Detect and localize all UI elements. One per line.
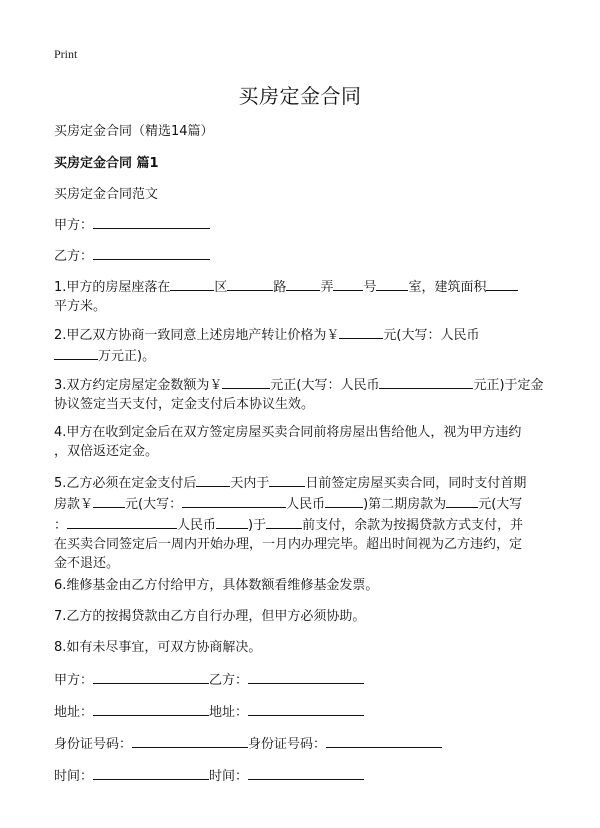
sign-id-a-label: 身份证号码：: [54, 737, 133, 752]
sign-party-b-label: 乙方：: [209, 673, 249, 688]
sign-time-b-blank: [248, 765, 364, 780]
blank: [333, 276, 363, 291]
signature-row-id: [54, 733, 442, 752]
clause-4-text-a: 4.甲方在收到定金后在双方签定房屋买卖合同前将房屋出售给他人，视为甲方违约: [54, 425, 522, 440]
blank: [486, 276, 518, 291]
clause-3: [54, 374, 548, 414]
clause-1-text-g: 平方米。: [54, 299, 107, 314]
clause-2: [54, 324, 548, 366]
sign-address-a-label: 地址：: [54, 705, 94, 720]
sign-party-b-blank: [248, 669, 364, 684]
sign-id-b-label: 身份证号码：: [248, 737, 327, 752]
clause-5-text-c: 日前签定房屋买卖合同，同时支付首期: [305, 476, 527, 491]
clause-5-text-k: )于: [248, 518, 267, 533]
clause-3-text-b: 元正(大写：人民币: [270, 378, 380, 393]
clause-6: 6.维修基金由乙方付给甲方，具体数额看维修基金发票。: [54, 578, 379, 593]
blank: [216, 514, 248, 529]
clause-5-text-e: 元(大写：: [125, 497, 183, 512]
clause-4-text-b: ，双倍返还定金。: [54, 444, 159, 459]
party-a-label: 甲方：: [54, 218, 94, 233]
party-b-blank: [93, 245, 210, 260]
clause-2-text-a: 2.甲乙双方协商一致同意上述房地产转让价格为￥: [54, 328, 340, 343]
blank: [196, 472, 230, 487]
section-title: 买房定金合同 篇1: [54, 156, 159, 171]
blank: [266, 514, 302, 529]
clause-7: 7.乙方的按揭贷款由乙方自行办理，但甲方必须协助。: [54, 609, 366, 624]
clause-5-text-d: 房款￥: [54, 497, 94, 512]
clause-5-text-j: 人民币: [177, 518, 217, 533]
blank: [93, 493, 125, 508]
clause-5-text-l: 前支付，余款为按揭贷款方式支付，并: [302, 518, 524, 533]
clause-1-text-b: 区: [214, 280, 228, 295]
document-title: 买房定金合同: [238, 84, 362, 108]
blank: [269, 472, 305, 487]
blank: [182, 493, 286, 508]
clause-3-text-d: 协议签定当天支付，定金支付后本协议生效。: [54, 397, 315, 412]
clause-5-text-a: 5.乙方必须在定金支付后: [54, 476, 197, 491]
clause-5-text-n: 金不退还。: [54, 556, 120, 571]
sign-address-b-label: 地址：: [209, 705, 249, 720]
blank: [376, 276, 408, 291]
clause-4: [54, 423, 548, 461]
blank: [339, 324, 383, 339]
sign-id-b-blank: [326, 733, 442, 748]
clause-5-text-b: 天内于: [230, 476, 270, 491]
blank: [446, 493, 478, 508]
blank: [227, 276, 273, 291]
blank: [54, 345, 98, 360]
document-subtitle: 买房定金合同（精选14篇）: [54, 124, 214, 139]
signature-row-address: [54, 701, 364, 720]
blank: [379, 374, 473, 389]
blank: [222, 374, 270, 389]
clause-5: [54, 472, 548, 573]
sign-time-a-blank: [93, 765, 209, 780]
clause-1-text-e: 号: [363, 280, 377, 295]
party-b-label: 乙方：: [54, 249, 94, 264]
clause-3-text-a: 3.双方约定房屋定金数额为￥: [54, 378, 223, 393]
sign-party-a-label: 甲方：: [54, 673, 94, 688]
print-label[interactable]: Print: [54, 47, 78, 61]
blank: [170, 276, 214, 291]
clause-3-text-c: 元正)于定金: [473, 378, 544, 393]
clause-1-text-d: 弄: [320, 280, 334, 295]
clause-2-text-b: 元(大写：人民币: [383, 328, 480, 343]
blank: [286, 276, 320, 291]
party-b-line: [54, 245, 548, 264]
clause-5-text-h: 元(大写: [478, 497, 523, 512]
clause-5-text-f: 人民币: [286, 497, 326, 512]
sample-title: 买房定金合同范文: [54, 187, 159, 202]
clause-5-text-i: ：: [54, 518, 68, 533]
clause-5-text-m: 在买卖合同签定后一周内开始办理，一月内办理完毕。超出时间视为乙方违约，定: [54, 537, 523, 552]
clause-1-text-a: 1.甲方的房屋座落在: [54, 280, 171, 295]
signature-row-time: [54, 765, 364, 784]
sign-party-a-blank: [93, 669, 209, 684]
clause-2-text-c: 万元正)。: [98, 349, 156, 364]
party-a-line: [54, 214, 548, 233]
clause-5-text-g: )第二期房款为: [363, 497, 447, 512]
sign-address-a-blank: [93, 701, 209, 716]
sign-address-b-blank: [248, 701, 364, 716]
clause-1-text-c: 路: [273, 280, 287, 295]
clause-1: [54, 276, 548, 316]
party-a-blank: [93, 214, 210, 229]
blank: [325, 493, 363, 508]
signature-row-parties: [54, 669, 364, 688]
sign-time-a-label: 时间：: [54, 769, 94, 784]
sign-id-a-blank: [132, 733, 248, 748]
clause-1-text-f: 室，建筑面积: [408, 280, 487, 295]
clause-8: 8.如有未尽事宜，可双方协商解决。: [54, 640, 262, 655]
blank: [67, 514, 177, 529]
sign-time-b-label: 时间：: [209, 769, 249, 784]
